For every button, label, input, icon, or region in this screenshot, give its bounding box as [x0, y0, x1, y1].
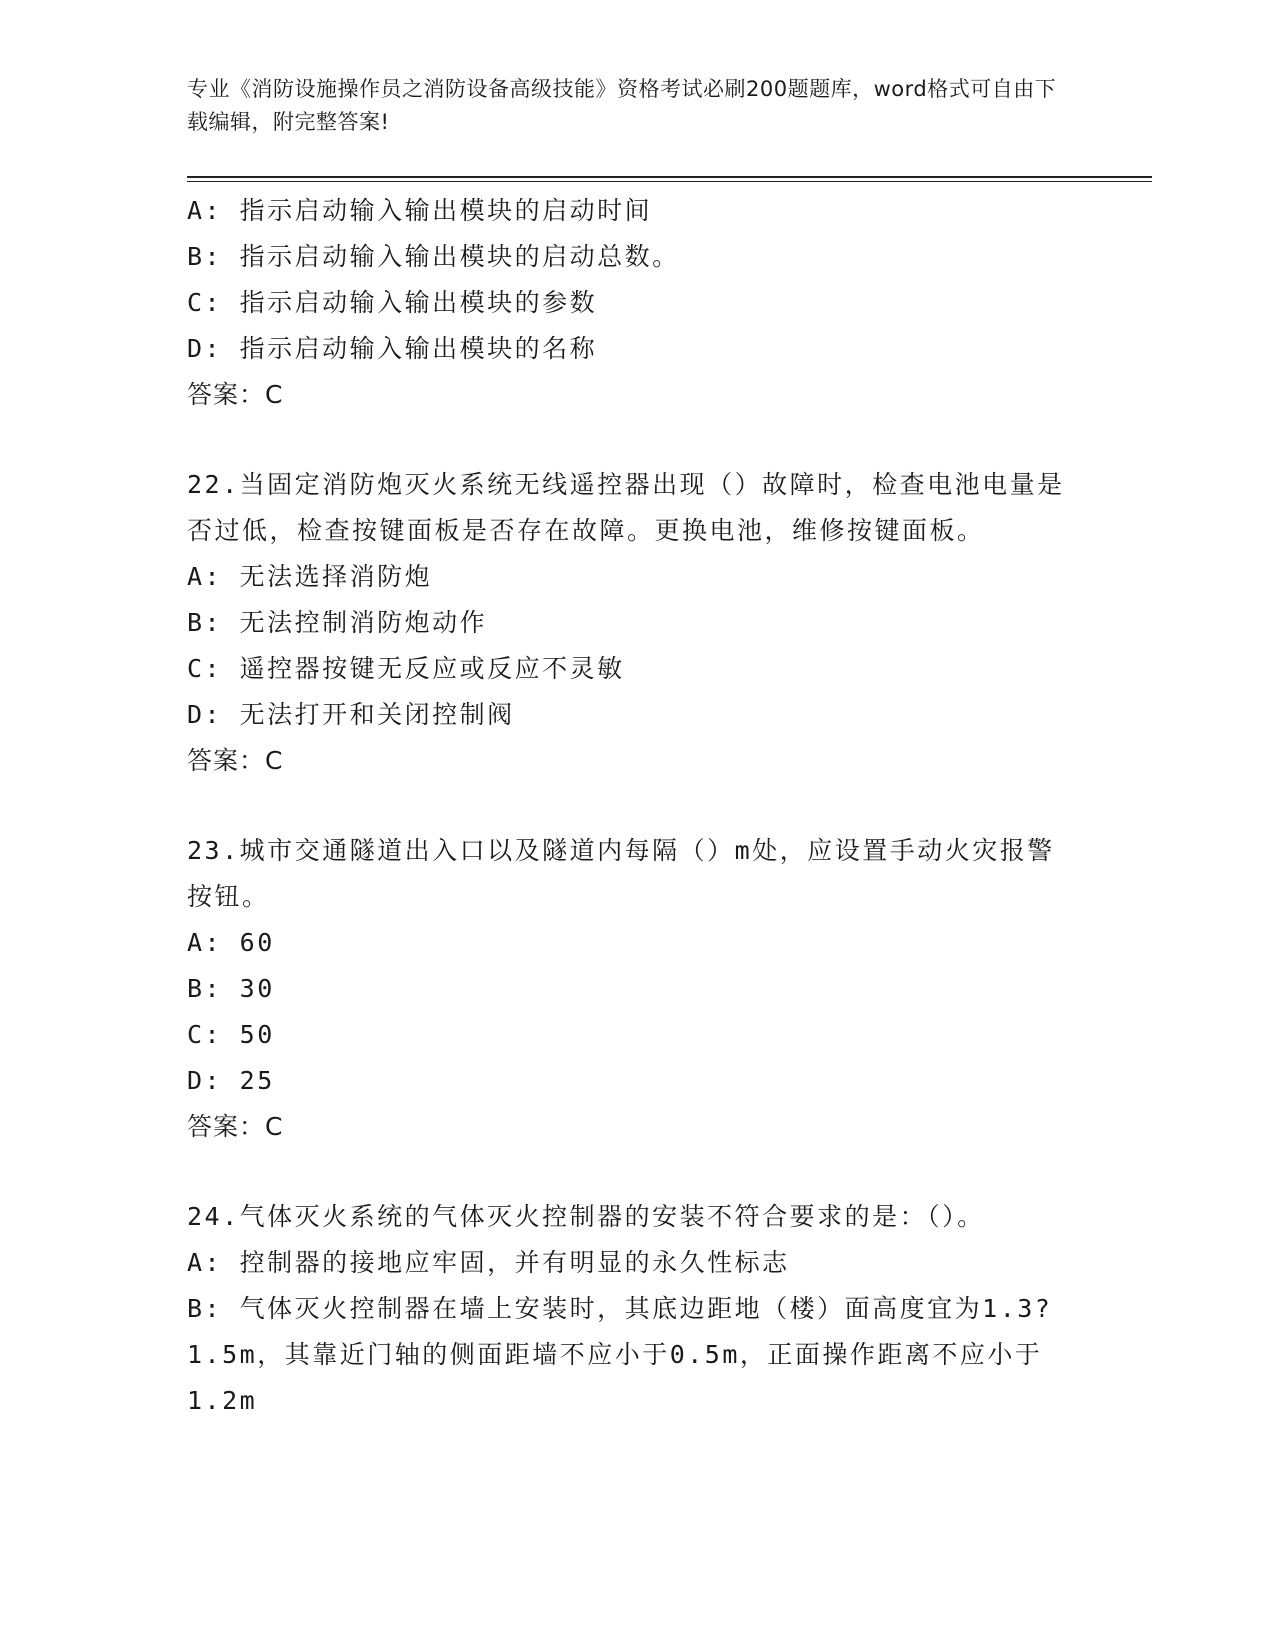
question-21-continued: [187, 188, 1087, 418]
header-divider-thin: [187, 181, 1152, 182]
answer: 答案：C: [187, 380, 284, 409]
option-b: B: 指示启动输入输出模块的启动总数。: [187, 242, 680, 271]
option-d: D: 25: [187, 1066, 275, 1095]
question-22: [187, 462, 1087, 784]
option-a: A: 60: [187, 928, 275, 957]
option-c: C: 遥控器按键无反应或反应不灵敏: [187, 654, 625, 683]
option-c: C: 50: [187, 1020, 275, 1049]
option-b: B: 气体灭火控制器在墙上安装时，其底边距地（楼）面高度宜为1.3?1.5m，其靠近门轴的侧面距墙不应小于0.5m，正面操作距离不应小于1.2m: [187, 1294, 1053, 1415]
option-a: A: 控制器的接地应牢固，并有明显的永久性标志: [187, 1248, 790, 1277]
question-23: [187, 828, 1087, 1150]
question-24: [187, 1194, 1087, 1424]
question-list: [187, 188, 1087, 1424]
answer: 答案：C: [187, 1112, 284, 1141]
option-d: D: 指示启动输入输出模块的名称: [187, 334, 598, 363]
document-header: 专业《消防设施操作员之消防设备高级技能》资格考试必刷200题题库，word格式可自由下载编辑，附完整答案!: [187, 77, 1057, 134]
header-divider-thick: [187, 176, 1152, 178]
option-b: B: 30: [187, 974, 275, 1003]
question-stem: 24.气体灭火系统的气体灭火控制器的安装不符合要求的是：（）。: [187, 1202, 985, 1231]
option-d: D: 无法打开和关闭控制阀: [187, 700, 515, 729]
answer: 答案：C: [187, 746, 284, 775]
question-stem: 23.城市交通隧道出入口以及隧道内每隔（）m处，应设置手动火灾报警按钮。: [187, 836, 1055, 911]
option-c: C: 指示启动输入输出模块的参数: [187, 288, 598, 317]
question-stem: 22.当固定消防炮灭火系统无线遥控器出现（）故障时，检查电池电量是否过低，检查按键面板是否存在故障。更换电池，维修按键面板。: [187, 470, 1065, 545]
option-a: A: 指示启动输入输出模块的启动时间: [187, 196, 653, 225]
option-b: B: 无法控制消防炮动作: [187, 608, 488, 637]
option-a: A: 无法选择消防炮: [187, 562, 433, 591]
